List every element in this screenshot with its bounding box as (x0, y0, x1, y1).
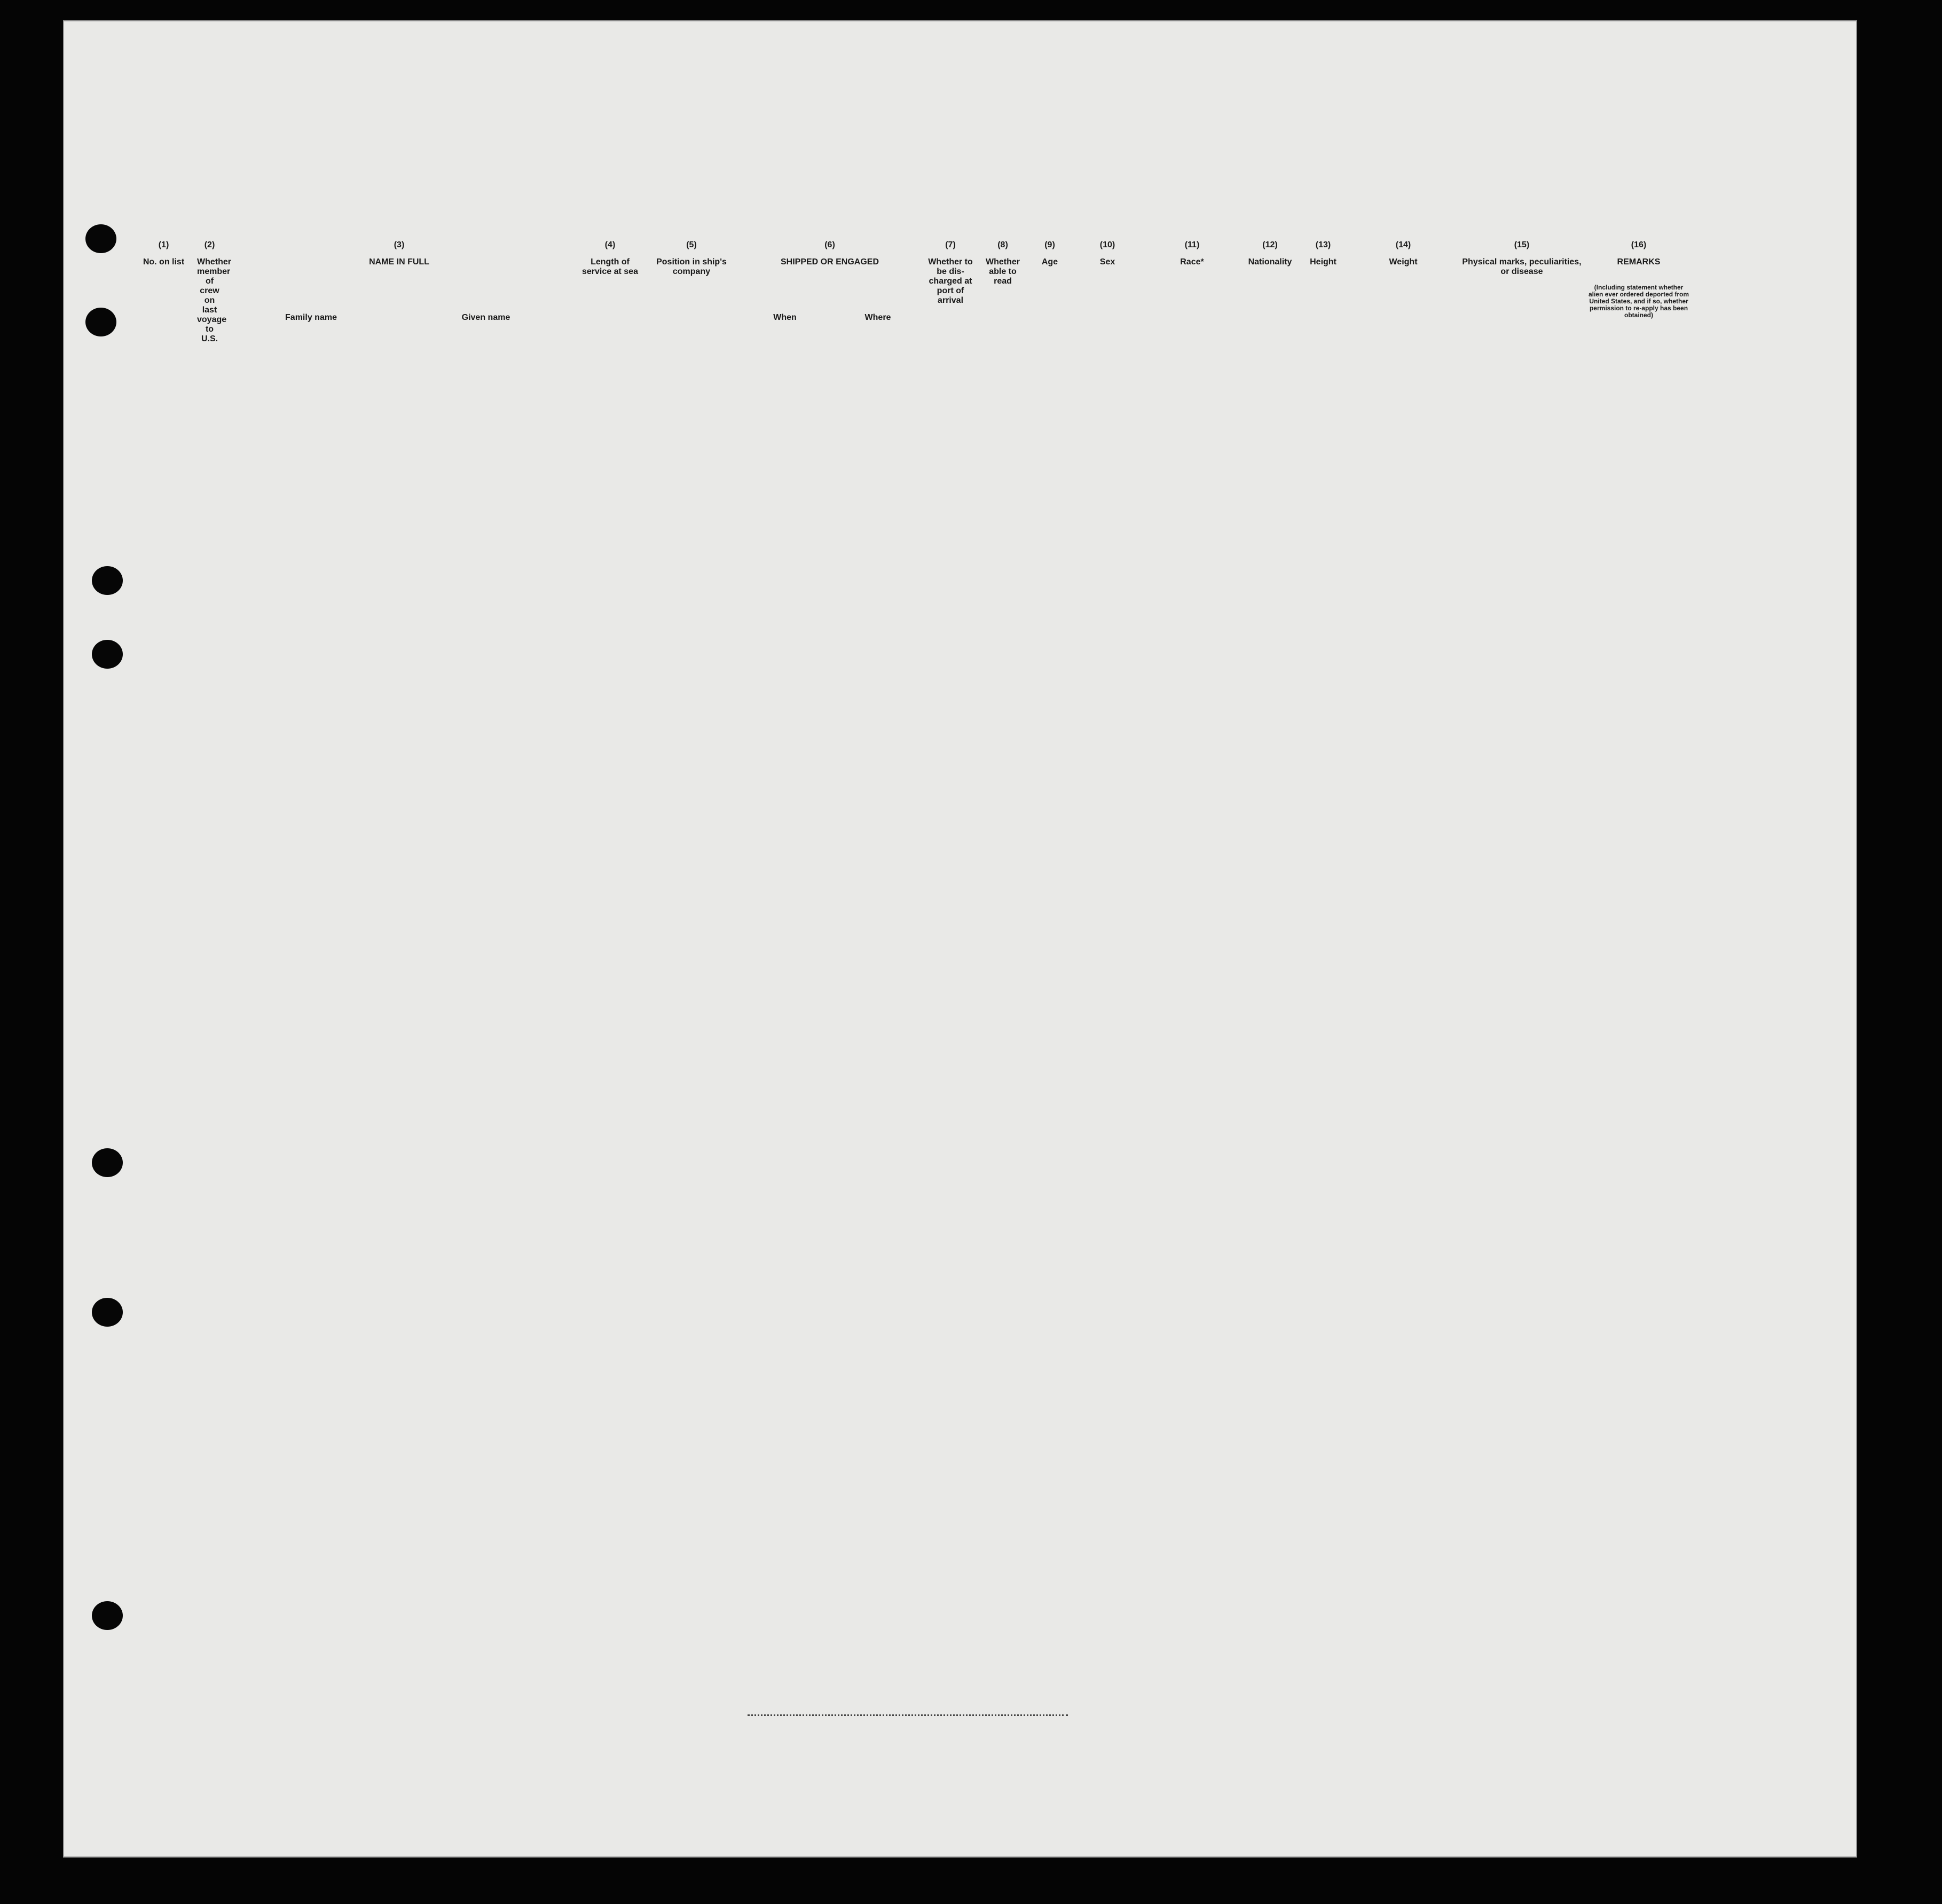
column-number: (8) (997, 240, 1008, 249)
column-number: (10) (1099, 240, 1115, 249)
column-number: (9) (1044, 240, 1055, 249)
column-number: (16) (1631, 240, 1647, 249)
column-header: Nationality (1248, 257, 1292, 267)
column-header: NAME IN FULL (369, 257, 429, 267)
column-header: Age (1041, 257, 1058, 267)
column-header: Sex (1099, 257, 1115, 267)
column-header: Physical marks, peculiarities, or disease (1462, 257, 1582, 276)
column-number: (11) (1184, 240, 1200, 249)
column-number: (7) (945, 240, 956, 249)
column-header: REMARKS (1617, 257, 1661, 267)
column-number: (2) (204, 240, 215, 249)
column-number: (3) (394, 240, 405, 249)
inspector-line (748, 1714, 1068, 1716)
column-number: (14) (1395, 240, 1411, 249)
column-subheader: Where (864, 313, 891, 322)
column-subheader: Family name (285, 313, 337, 322)
column-number: (6) (824, 240, 835, 249)
column-subheader: Given name (461, 313, 510, 322)
column-number: (15) (1514, 240, 1530, 249)
column-subheader: When (773, 313, 797, 322)
binder-hole (92, 1298, 123, 1327)
column-header: Height (1310, 257, 1336, 267)
binder-hole (92, 640, 123, 669)
column-header: Weight (1389, 257, 1418, 267)
column-number: (12) (1262, 240, 1278, 249)
column-header: SHIPPED OR ENGAGED (780, 257, 879, 267)
column-number: (5) (686, 240, 697, 249)
manifest-sheet (63, 20, 1857, 1858)
column-number: (1) (158, 240, 169, 249)
column-header: No. on list (143, 257, 185, 267)
column-header: Whether able to read (986, 257, 1020, 286)
column-number: (4) (604, 240, 616, 249)
column-number: (13) (1315, 240, 1331, 249)
column-header: Race* (1180, 257, 1204, 267)
column-header: Whether member of crew on last voyage to U.S. (197, 257, 231, 343)
binder-hole (85, 224, 116, 253)
binder-hole (92, 1601, 123, 1630)
column-header: Whether to be dis-charged at port of arrival (928, 257, 973, 305)
binder-hole (92, 1148, 123, 1177)
binder-hole (85, 308, 116, 336)
column-header: Position in ship's company (656, 257, 727, 276)
binder-hole (92, 566, 123, 595)
column-note: (Including statement whether alien ever ordered deported from United States, and if so, whether permission to re-apply has been obtained) (1588, 284, 1689, 319)
column-header: Length of service at sea (582, 257, 638, 276)
